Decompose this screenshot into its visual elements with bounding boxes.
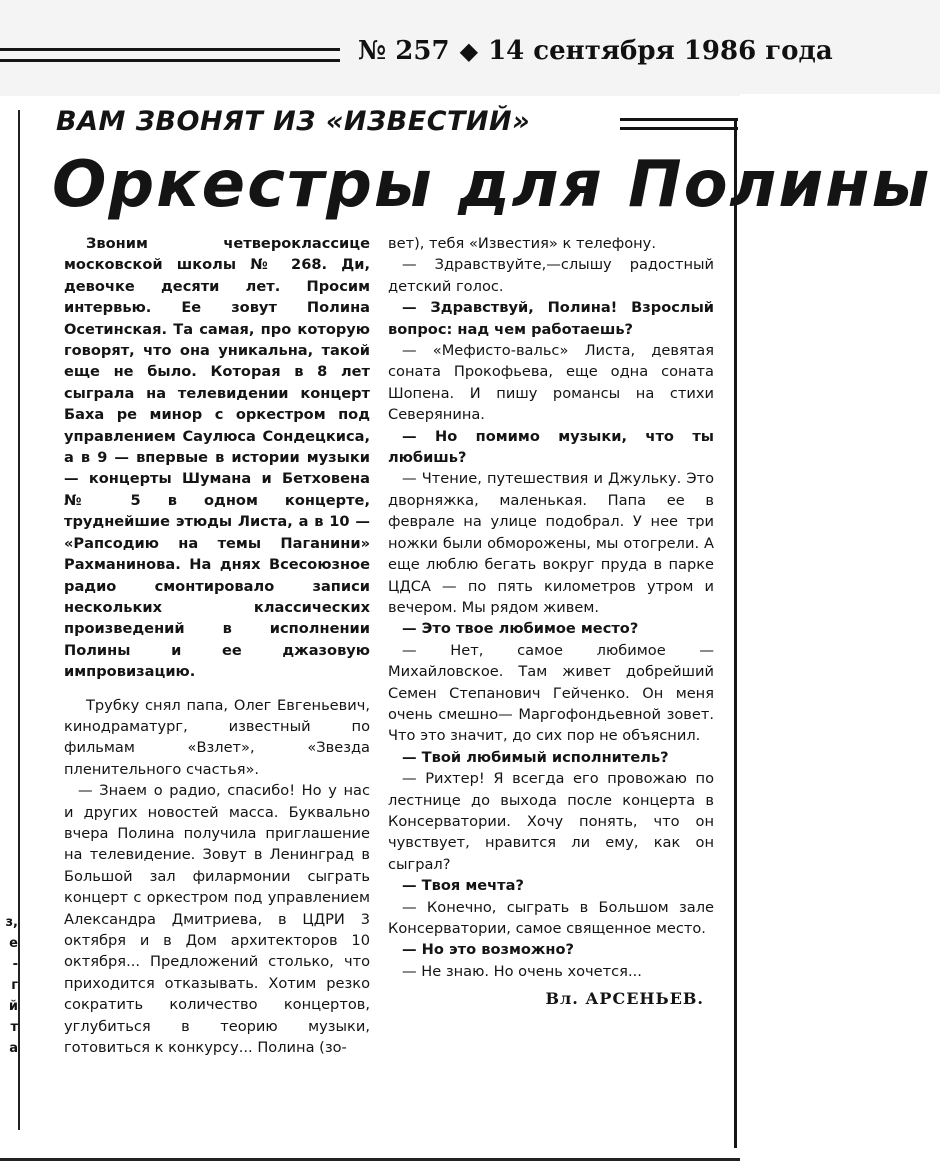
issue-line bbox=[358, 36, 928, 66]
answer: — Чтение, путешествия и Джульку. Это дворняжка, маленькая. Папа ее в феврале на улице подобрал. У нее три ножки были обморожены, мы отогрели. А еще люблю бегать вокруг пруда в парке ЦДСА — по пять километров утром и вечером. Мы рядом живем. bbox=[388, 470, 714, 616]
lead-paragraph: Звоним четвероклассице московской школы № 268. Ди, девочке десяти лет. Просим интервью. Ее зовут Полина Осетинская. Та самая, про которую говорят, что она уникальна, такой еще не было. Которая в 8 лет сыграла на телевидении концерт Баха ре минор с оркестром под управлением Саулюса Сондецкиса, а в 9 — впервые в истории музыки — концерты Шумана и Бетховена № 5 в одном концерте, труднейшие этюды Листа, а в 10 — «Рапсодию на темы Паганини» Рахманинова. На днях Всесоюзное радио смонтировало записи нескольких классических произведений в исполнении Полины и ее джазовую импровизацию. bbox=[64, 235, 370, 681]
issue-number: № 257 bbox=[358, 36, 450, 66]
rubric-heading: ВАМ ЗВОНЯТ ИЗ «ИЗВЕСТИЙ» bbox=[56, 106, 531, 137]
author-signature: Вл. АРСЕНЬЕВ. bbox=[545, 989, 704, 1009]
bottom-rule bbox=[0, 1158, 740, 1161]
paragraph: вет), тебя «Известия» к телефону. bbox=[388, 235, 656, 252]
article-column-2 bbox=[388, 233, 714, 1010]
masthead-rule bbox=[0, 48, 340, 51]
left-column-fragment: з, е - г й т а bbox=[5, 915, 18, 1056]
answer: — Нет, самое любимое — Михайловское. Там живет добрейший Семен Степанович Гейченко. Он меня очень смешно— Маргофондьевной зовет. Что это значит, до сих пор не объяснил. bbox=[388, 641, 714, 745]
paragraph: — Знаем о радио, спасибо! Но у нас и других новостей масса. Буквально вчера Полина получила приглашение на телевидение. Зовут в Ленинград в Большой зал филармонии сыграть концерт с оркестром под управлением Александра Дмитриева, в ЦДРИ 3 октября и в Дом архитекторов 10 октября... Предложений столько, что приходится отказывать. Хотим резко сократить количество концертов, углубиться в теорию музыки, готовиться к конкурсу... Полина (зо- bbox=[64, 782, 370, 1057]
rubric-rule bbox=[620, 118, 738, 121]
article-column-1 bbox=[64, 233, 370, 1058]
question: — Твоя мечта? bbox=[402, 877, 524, 895]
answer: — Конечно, сыграть в Большом зале Консерватории, самое священное место. bbox=[388, 898, 714, 937]
page-margin bbox=[740, 94, 940, 1173]
article-headline: Оркестры для Полины bbox=[52, 148, 932, 222]
issue-date: 14 сентября 1986 года bbox=[488, 36, 833, 66]
question: — Но помимо музыки, что ты любишь? bbox=[388, 427, 714, 467]
question: — Здравствуй, Полина! Взрослый вопрос: над чем работаешь? bbox=[388, 299, 714, 338]
question: — Твой любимый исполнитель? bbox=[402, 748, 669, 766]
masthead bbox=[0, 0, 940, 96]
answer: — Рихтер! Я всегда его провожаю по лестнице до выхода после концерта в Консерватории. Хочу понять, что он чувствует, нравится ли ему, как он сыграл? bbox=[388, 770, 714, 873]
diamond-separator-icon: ◆ bbox=[459, 36, 479, 65]
paragraph: Трубку снял папа, Олег Евгеньевич, кинодраматург, известный по фильмам «Взлет», «Звезда пленительного счастья». bbox=[64, 696, 370, 778]
article-frame-right bbox=[734, 118, 737, 1148]
answer: — Здравствуйте,—слышу радостный детский голос. bbox=[388, 256, 714, 295]
answer: — Не знаю. Но очень хочется... bbox=[402, 962, 642, 980]
answer: — «Мефисто-вальс» Листа, девятая соната Прокофьева, еще одна соната Шопена. И пишу романсы на стихи Северянина. bbox=[388, 342, 714, 424]
question: — Это твое любимое место? bbox=[402, 620, 639, 638]
question: — Но это возможно? bbox=[402, 941, 575, 959]
